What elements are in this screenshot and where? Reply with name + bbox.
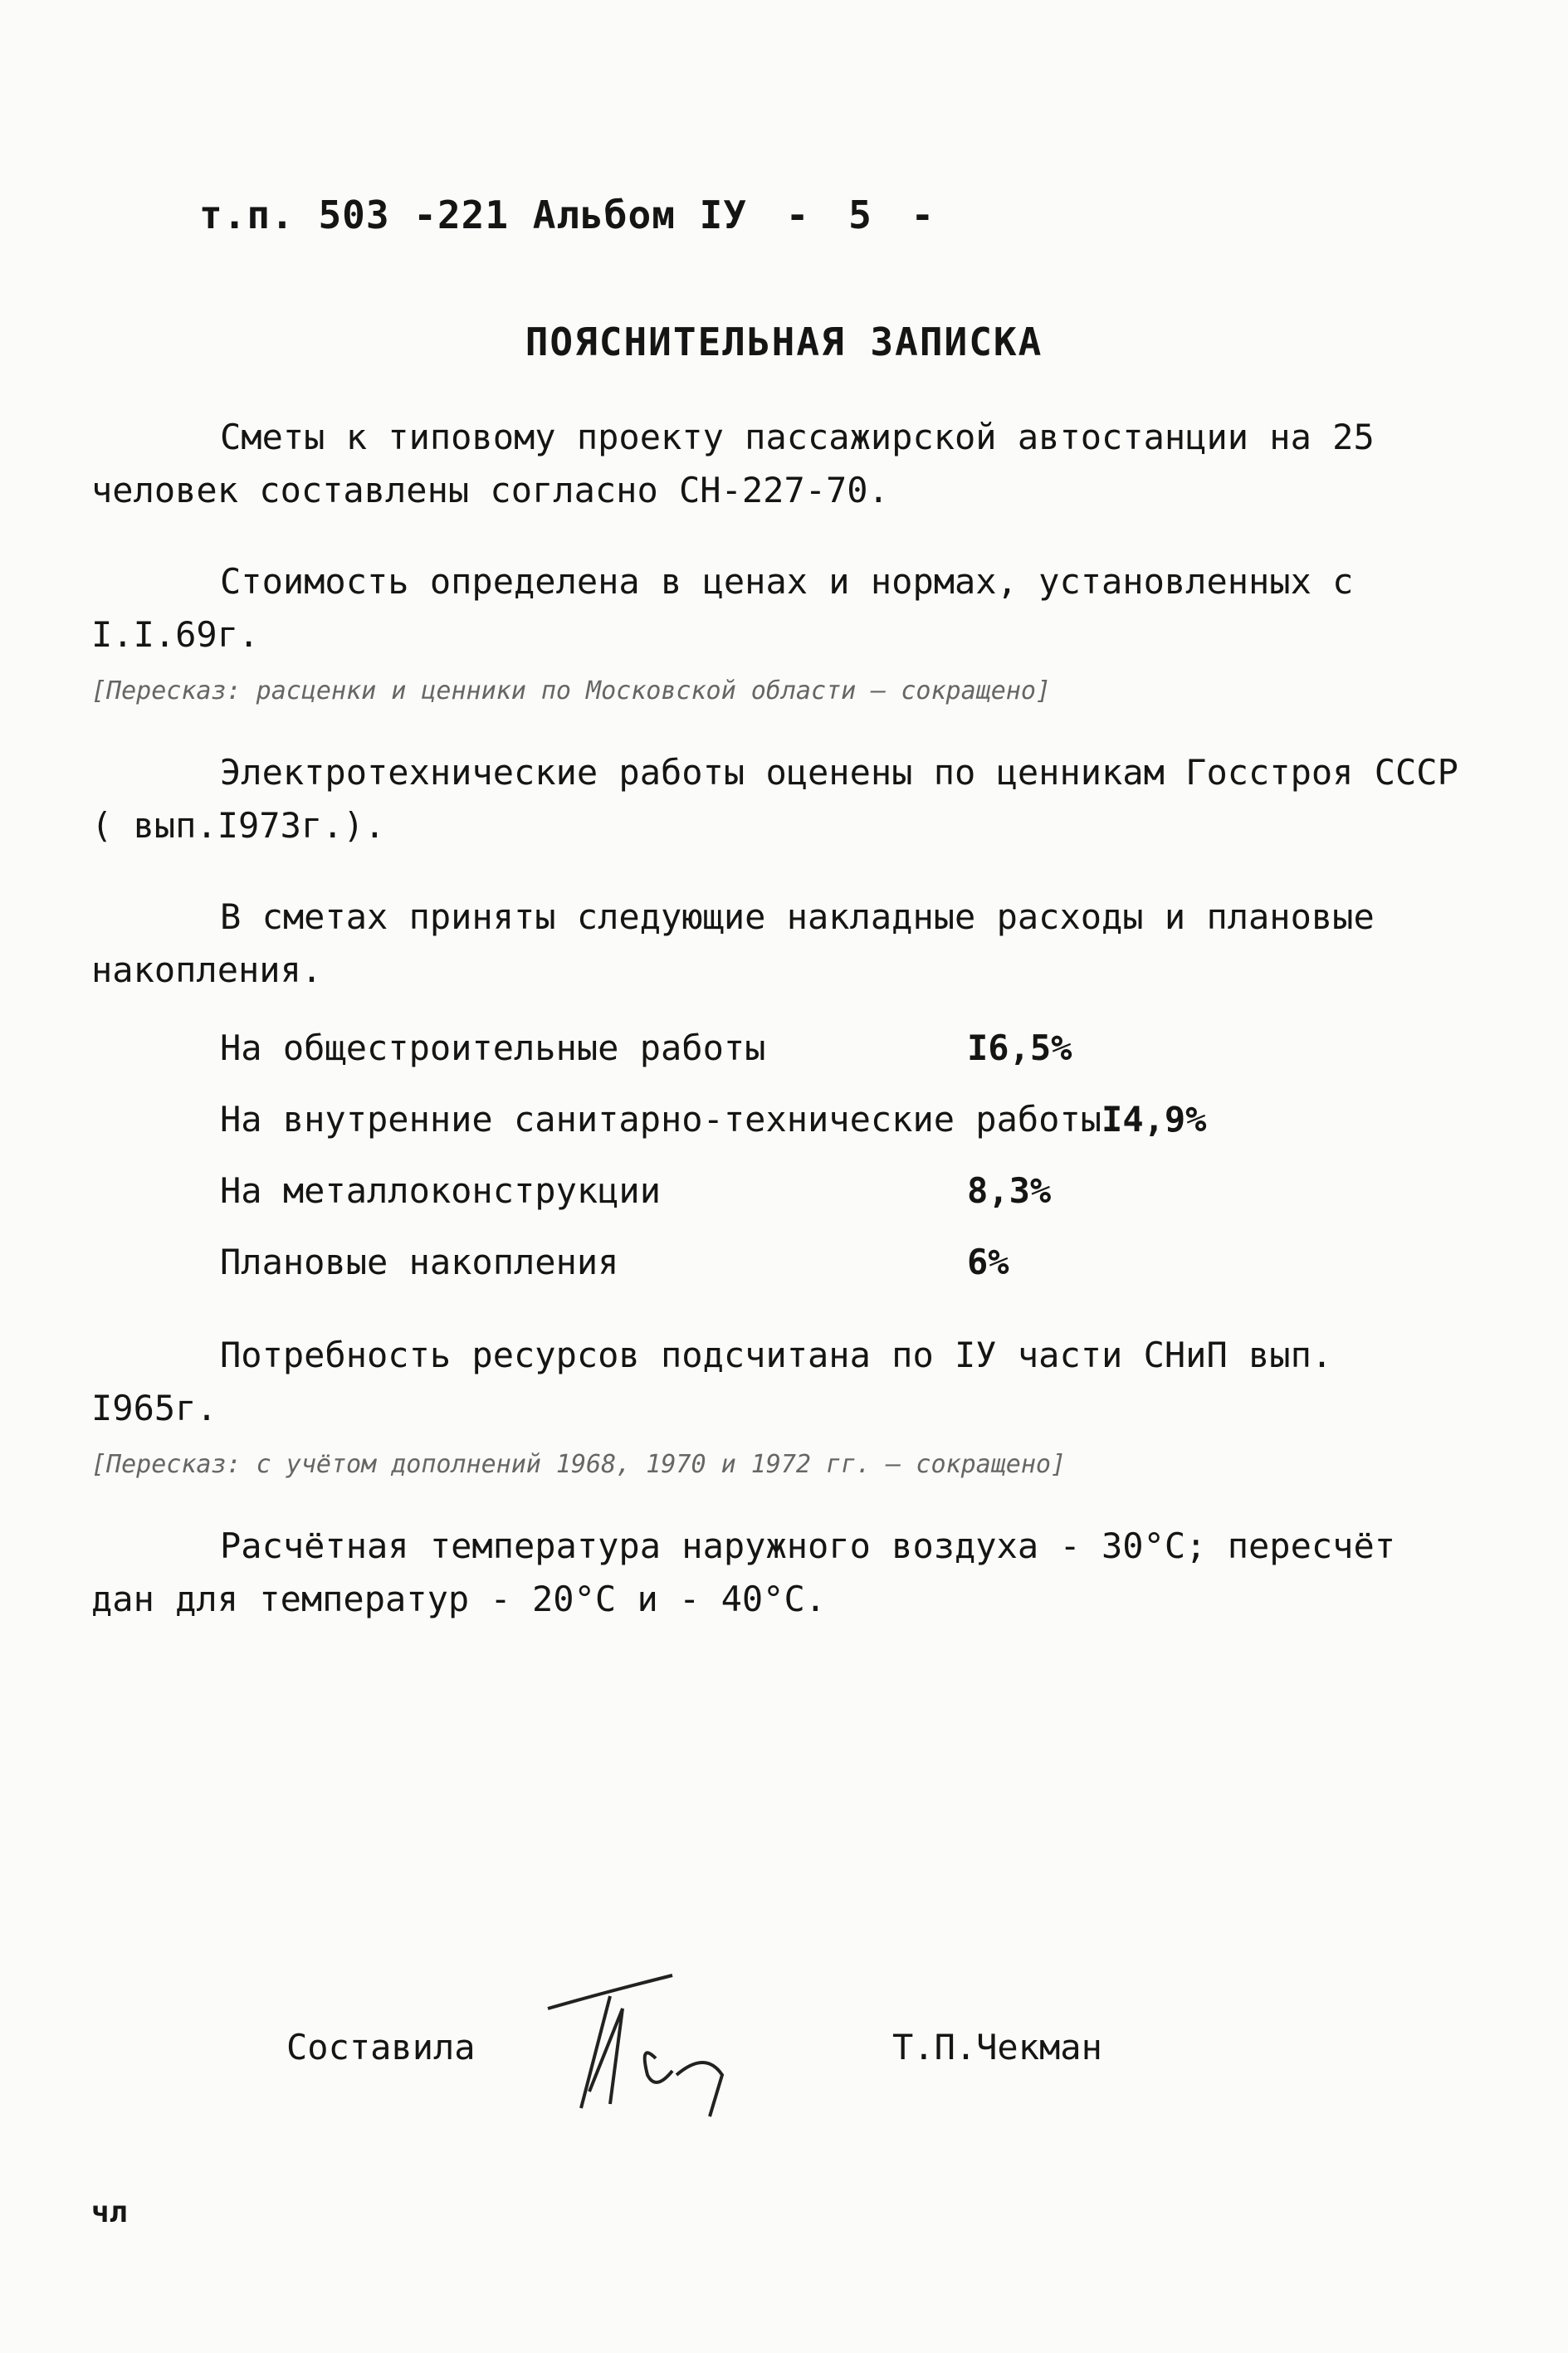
rate-label: На металлоконструкции	[220, 1170, 662, 1211]
document-body	[91, 411, 1460, 1664]
signatory-name: Т.П.Чекман	[892, 2027, 1102, 2067]
paragraph-resources: Потребность ресурсов подсчитана по IУ части СНиП вып. I965г.	[91, 1335, 1333, 1428]
rate-value: I6,5%	[967, 1028, 1072, 1068]
rate-value: 6%	[967, 1242, 1009, 1282]
paragraph-cost-basis-note: [Пересказ: расценки и ценники по Московской области — сокращено]	[91, 676, 1051, 705]
handwritten-signature-icon	[531, 1959, 780, 2125]
rate-value: 8,3%	[967, 1170, 1052, 1211]
document-header	[199, 193, 950, 237]
header-dash-left: -	[785, 193, 810, 237]
page-number: 5	[848, 193, 872, 237]
document-title: ПОЯСНИТЕЛЬНАЯ ЗАПИСКА	[525, 320, 1043, 364]
signature-block	[0, 1950, 1568, 2141]
rate-label: На общестроительные работы	[220, 1028, 766, 1068]
rates-list	[220, 1022, 1460, 1307]
rate-row	[220, 1236, 1460, 1307]
rate-label: На внутренние санитарно-технические работы	[220, 1099, 1102, 1140]
signature-label: Составила	[286, 2027, 476, 2067]
header-dash-right: -	[911, 193, 935, 237]
paragraph-cost-basis: Стоимость определена в ценах и нормах, установленных с I.I.69г.	[91, 561, 1354, 655]
paragraph-overheads: В сметах приняты следующие накладные расходы и плановые накопления.	[91, 896, 1375, 990]
footer-mark: чл	[91, 2195, 128, 2229]
rate-row	[220, 1093, 1460, 1164]
paragraph-temperature: Расчётная температура наружного воздуха - 30°С; пересчёт дан для температур - 20°С и - 40°С.	[91, 1526, 1396, 1619]
paragraph-intro: Сметы к типовому проекту пассажирской автостанции на 25 человек составлены согласно СН-227-70.	[91, 417, 1375, 510]
document-code: т.п. 503 -221 Альбом IУ	[199, 193, 747, 237]
paragraph-electrical: Электротехнические работы оценены по ценникам Госстроя СССР ( вып.I973г.).	[91, 752, 1458, 846]
rate-row	[220, 1164, 1460, 1236]
rate-label: Плановые накопления	[220, 1242, 619, 1282]
rate-row	[220, 1022, 1460, 1093]
paragraph-resources-note: [Пересказ: с учётом дополнений 1968, 1970 и 1972 гг. — сокращено]	[91, 1450, 1066, 1479]
rate-value: I4,9%	[1102, 1099, 1207, 1140]
